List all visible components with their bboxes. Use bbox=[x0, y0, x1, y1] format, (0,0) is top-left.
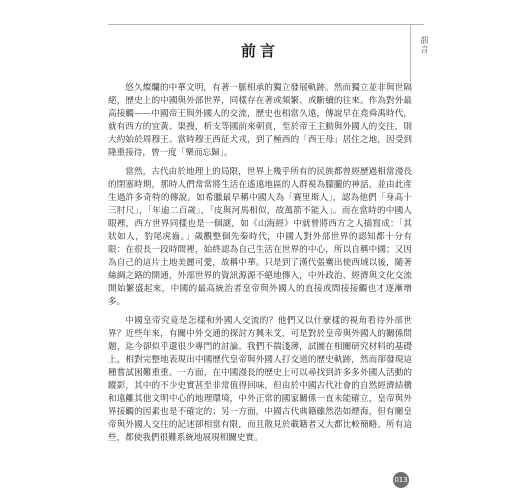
page-title: 前言 bbox=[240, 42, 279, 60]
paragraph: 悠久燦爛的中華文明，有著一脈相承的獨立發展軌跡。然而獨立並非與世隔絕，歷史上的中國與外部世界，同樣存在著或頻繁、或斷續的往來。作為對外最高接觸——中國帝王與外國人的交流，歷史也相當久遠，傳說早在堯舜禹時代，就有西方的宜黃、渠搜，析支等國前來朝貢，至於帝王主動與外國人的交往，則大約始於周穆王。當時穆王西征犬戎，到了極西的「西王母」居住之地，因受到隆重接待，曾一度「樂而忘歸」。 bbox=[108, 83, 412, 158]
header-rule bbox=[108, 24, 424, 25]
paragraph: 中國皇帝究竟是怎樣和外國人交流的？他們又以什麼樣的視角看待外部世界？近些年來，有關中外交通的探討方興未艾，可是對於皇帝與外國人的關係問題，迄今卻似乎還很少專門的討論。我們不揣淺薄，試圖在相關研究材料的基礎上，相對完整地表現出中國歷代皇帝與外國人打交道的歷史軌跡，然而卻發現這種嘗試困難重重。一方面，在中國漫長的歷史上可以尋找到許多多外國人活動的蹤影，其中的不少史實甚至非常值得回味，但由於中國古代社會的自然經濟結構和遠離其他文明中心的地理環境，中外正常的國家關係一直未能確立，皇帝與外界接觸的因素也是不確定的；另一方面，中國古代典籍雖然浩如煙海，但有關皇帝與外國人交往的記述卻相當有限，而且散見於載籍者又大都比較簡略。所有這些，都使我們很難系統地展現相關史實。 bbox=[108, 316, 412, 443]
body-text bbox=[108, 82, 412, 451]
page-number-badge: 013 bbox=[393, 472, 409, 488]
paragraph: 當然，古代由於地理上的局限，世界上幾乎所有的民族都曾經歷過相當漫長的閉塞時期，那時人們常常將生活在遙遠地區的人群視為朦朧的神話，並由此產生過許多奇特的傳說。如希臘最早稱中國人為「賽里斯人」，認為他們「身高十三肘尺」，「年逾二百歲」，「皮與河馬相似，故萬箭不能入」。而在當時的中國人眼裡，西方世界同樣也是一個謎，如《山海經》中就曾將西方之人描寫成：「其狀如人，豹尾虎齒。」歲觀整個先秦時代，中國人對外部世界的認知都十分有限：在很長一段時間裡，始終認為自己生活在世界的中心，所以自稱中國；又因為自己的這片土地美麗可愛，故稱中華。只是到了漢代張騫出使西域以後，隨著絲綢之路的開通，外部世界的資訊源源不絕地傳入，中外政治、經濟與文化交流開始繁盛起來，中國的最高統治者皇帝與外國人的直接或間接接觸也才逐漸增多。 bbox=[108, 167, 412, 307]
running-header-label: 前言 bbox=[420, 36, 429, 54]
